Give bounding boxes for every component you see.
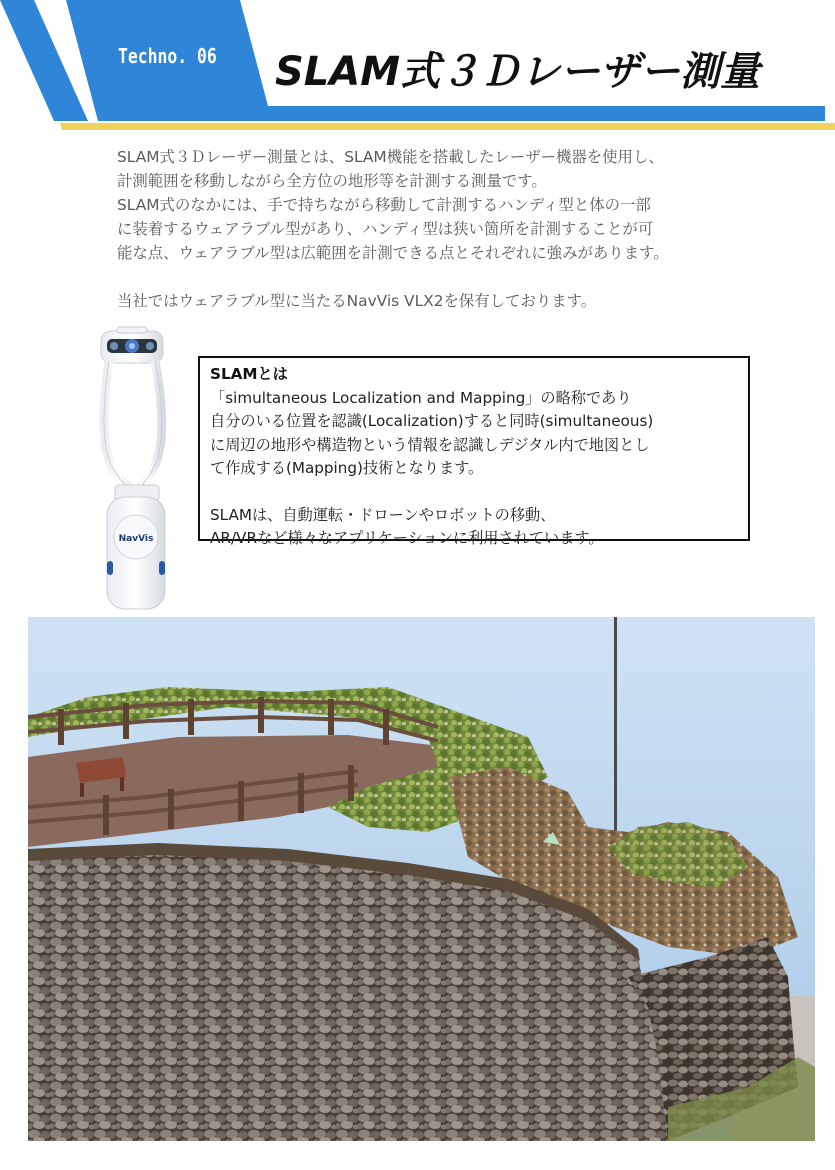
intro-line: SLAM式３Ｄレーザー測量とは、SLAM機能を搭載したレーザー機器を使用し、 (117, 148, 664, 166)
box-line: 自分のいる位置を認識(Localization)すると同時(simultaneous) (210, 412, 654, 430)
intro-line: SLAM式のなかには、手で持ちながら移動して計測するハンディ型と体の一部 (117, 196, 651, 214)
techno-number-label: Techno. 06 (118, 44, 217, 68)
device-brand-text: NavVis (118, 534, 154, 544)
intro-line: 能な点、ウェアラブル型は広範囲を計測できる点とそれぞれに強みがあります。 (117, 244, 669, 262)
box-line: 「simultaneous Localization and Mapping」の略称であり (210, 388, 632, 407)
navvis-device-image (93, 325, 183, 615)
stone-wall-scan-illustration (28, 617, 815, 1141)
box-line: に周辺の地形や構造物という情報を認識しデジタル内で地図とし (210, 435, 650, 454)
box-line: て作成する(Mapping)技術となります。 (210, 459, 484, 477)
wearable-scanner-icon (93, 325, 183, 615)
page-header (0, 0, 835, 135)
box-title: SLAMとは (210, 365, 288, 383)
intro-line: に装着するウェアラブル型があり、ハンディ型は狭い箇所を計測することが可 (117, 220, 654, 238)
page-title: SLAM式３Ｄレーザー測量 (275, 49, 761, 95)
point-cloud-scan-image (28, 617, 815, 1141)
box-line: AR/VRなど様々なアプリケーションに利用されています。 (210, 529, 604, 547)
slam-definition-box (198, 356, 750, 547)
intro-note: 当社ではウェアラブル型に当たるNavVis VLX2を保有しております。 (117, 292, 597, 310)
intro-text (117, 145, 777, 313)
box-line: SLAMは、自動運転・ドローンやロボットの移動、 (210, 505, 556, 524)
intro-line: 計測範囲を移動しながら全方位の地形等を計測する測量です。 (117, 172, 547, 190)
